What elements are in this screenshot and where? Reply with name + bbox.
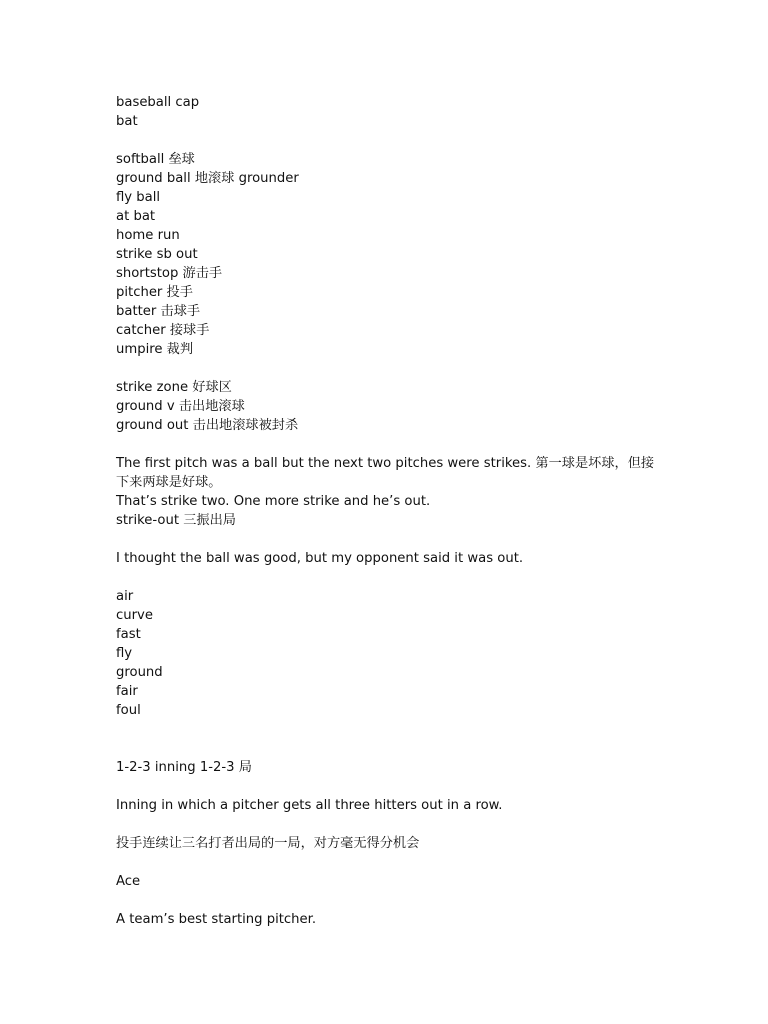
- list-item: baseball cap: [116, 95, 200, 110]
- glossary-entry-inning: [116, 758, 656, 853]
- list-item: ground out 击出地滚球被封杀: [116, 418, 299, 433]
- list-item: bat: [116, 114, 138, 129]
- word-list: [116, 587, 656, 720]
- entry-title: Ace: [116, 874, 141, 889]
- list-item: strike sb out: [116, 247, 198, 262]
- entry-definition: Inning in which a pitcher gets all three hitters out in a row.: [116, 798, 503, 813]
- document-body: [116, 93, 656, 929]
- list-item: softball 垒球: [116, 152, 195, 167]
- list-item: batter 击球手: [116, 304, 201, 319]
- paragraph: I thought the ball was good, but my opponent said it was out.: [116, 551, 524, 566]
- list-item: strike zone 好球区: [116, 380, 232, 395]
- paragraph-spacer: [116, 131, 656, 150]
- strike-terms-list: [116, 378, 656, 435]
- entry-title: 1-2-3 inning 1-2-3 局: [116, 760, 252, 775]
- list-item: ground ball 地滚球 grounder: [116, 171, 299, 186]
- example-sentence-2: [116, 549, 656, 568]
- list-item: home run: [116, 228, 180, 243]
- list-item: umpire 裁判: [116, 342, 194, 357]
- list-item: air: [116, 589, 134, 604]
- paragraph-spacer: [116, 568, 656, 587]
- list-item: fly: [116, 646, 133, 661]
- paragraph-spacer: [116, 359, 656, 378]
- paragraph-spacer: [116, 815, 656, 834]
- example-sentences: [116, 454, 656, 530]
- paragraph: The first pitch was a ball but the next two pitches were strikes. 第一球是坏球，但接下来两球是好球。: [116, 456, 655, 490]
- paragraph-spacer: [116, 530, 656, 549]
- list-item: fast: [116, 627, 141, 642]
- paragraph: strike-out 三振出局: [116, 513, 236, 528]
- paragraph-spacer: [116, 435, 656, 454]
- list-item: foul: [116, 703, 141, 718]
- equipment-list: [116, 93, 656, 131]
- paragraph-spacer: [116, 720, 656, 758]
- list-item: ground v 击出地滚球: [116, 399, 245, 414]
- list-item: pitcher 投手: [116, 285, 193, 300]
- list-item: catcher 接球手: [116, 323, 210, 338]
- paragraph-spacer: [116, 891, 656, 910]
- list-item: shortstop 游击手: [116, 266, 223, 281]
- list-item: at bat: [116, 209, 156, 224]
- paragraph: That’s strike two. One more strike and he’s out.: [116, 494, 431, 509]
- list-item: ground: [116, 665, 163, 680]
- list-item: fly ball: [116, 190, 161, 205]
- terms-list: [116, 150, 656, 359]
- list-item: fair: [116, 684, 138, 699]
- paragraph-spacer: [116, 853, 656, 872]
- paragraph-spacer: [116, 777, 656, 796]
- entry-definition: A team’s best starting pitcher.: [116, 912, 317, 927]
- glossary-entry-ace: [116, 872, 656, 929]
- list-item: curve: [116, 608, 153, 623]
- entry-definition-translation: 投手连续让三名打者出局的一局，对方毫无得分机会: [116, 836, 420, 851]
